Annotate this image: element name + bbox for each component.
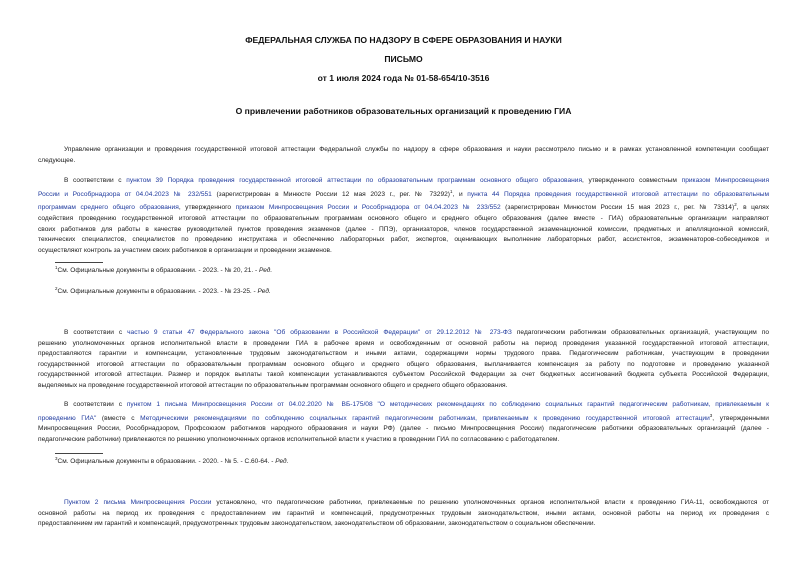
- link-order-minprosv[interactable]: приказом Минпросвещения: [681, 177, 769, 184]
- link-order-233-552[interactable]: приказом Минпросвещения России и Рособрнадзора от 04.04.2023 № 233/552: [235, 204, 501, 212]
- link-order-232-551[interactable]: России и Рособрнадзора от 04.04.2023 № 232/551: [38, 190, 212, 198]
- footnote-mark: 3: [55, 456, 58, 461]
- footnote-divider: [55, 262, 103, 263]
- doc-date-number: от 1 июля 2024 года № 01-58-654/10-3516: [317, 73, 490, 83]
- footnote-editor: Ред.: [257, 288, 271, 296]
- text: педагогическим работникам образовательных организаций, участвующим по: [511, 329, 769, 336]
- paragraph-1: [38, 145, 769, 166]
- paragraph-2-line-1: [38, 176, 769, 187]
- footnote-editor: Ред.: [258, 267, 273, 275]
- footnote-divider: [55, 453, 103, 454]
- link-letter-vb-175[interactable]: пунктом 1 письма Минпросвещения России от 04.02.2020 № ВБ-175/08 "О методических рекомендациях по соблюдению социальных гарантий педагогическим работникам, привлекаемым к: [126, 401, 769, 408]
- paragraph-2: [38, 176, 769, 257]
- doc-type: ПИСЬМО: [384, 54, 423, 64]
- paragraph-3-line-5: государственной итоговой аттестации. Размер и порядок выплаты такой компенсации устанавливаются субъектом Российской Федерации за счет бюджетных ассигнований бюджета субъекта Российской Федерации,: [38, 371, 769, 379]
- footnote-3: [55, 456, 288, 465]
- footnote-ref-1[interactable]: 1: [449, 188, 453, 194]
- text: , и: [452, 190, 468, 198]
- footnote-1: [55, 265, 272, 274]
- paragraph-5-line-2: основной работы на период их проведения с предоставлением им гарантий и компенсаций, предусмотренных трудовым законодательством, иными актами, основной работы на период их проведения с: [38, 509, 769, 517]
- footnote-mark: 1: [55, 265, 58, 270]
- paragraph-3-line-4: государственной итоговой аттестации по образовательным программам основного общего и среднего общего образования, выплачивается компенсация за работу по подготовке и проведению указанной: [38, 360, 769, 368]
- text: (зарегистрирован в Минюсте России 12 мая 2023 г., рег. № 73292): [211, 190, 450, 198]
- footnote-text: См. Официальные документы в образовании. - 2023. - № 20, 21. -: [57, 267, 259, 275]
- paragraph-4-line-4: педагогические работники) привлекаются по решению уполномоченных органов исполнительной власти к участию в проведении ГИА по согласованию с работодателем.: [38, 435, 560, 443]
- link-point-44[interactable]: пункта 44 Порядка проведения государственной итоговой аттестации по образовательным: [467, 190, 769, 198]
- paragraph-1-line-1: Управление организации и проведения государственной итоговой аттестации Федеральной службы по надзору в сфере образования и науки рассмотрело письмо и в рамках установленной компетенции сообщает: [64, 146, 769, 153]
- text: , в целях: [736, 204, 769, 212]
- paragraph-2-line-2: [38, 187, 769, 201]
- paragraph-5-line-3: предоставлением им гарантий и компенсаций, предусмотренных трудовым законодательством, законодательством об образовании, законодательством о социальном обеспечении.: [38, 520, 596, 528]
- footnote-mark: 2: [55, 286, 58, 291]
- text: В соответствии с: [64, 401, 127, 408]
- link-letter-vb-175-cont[interactable]: проведению ГИА": [38, 414, 97, 422]
- link-secondary-programs[interactable]: программам среднего общего образования: [38, 204, 179, 212]
- footnote-editor: Ред.: [275, 458, 289, 466]
- text: (зарегистрирован Минюстом России 15 мая 2023 г., рег. № 73314): [500, 204, 735, 212]
- paragraph-4: [38, 400, 769, 446]
- text: В соответствии с: [64, 177, 127, 184]
- paragraph-1-line-2: следующее.: [38, 156, 76, 164]
- paragraph-5: [38, 498, 769, 530]
- paragraph-3-line-6: выделяемых на проведение государственной итоговой аттестации по образовательным программам основного общего и среднего общего образования.: [38, 381, 508, 389]
- paragraph-4-line-1: [38, 400, 769, 411]
- paragraph-2-line-3: [38, 200, 769, 214]
- text: , утвержденными: [712, 414, 769, 422]
- paragraph-5-line-1: [38, 498, 769, 509]
- footnote-ref-3[interactable]: 3: [709, 412, 713, 418]
- footnote-text: См. Официальные документы в образовании. - 2020. - № 5. - С.60-64. -: [57, 458, 276, 466]
- doc-subject: О привлечении работников образовательных организаций к проведению ГИА: [235, 106, 572, 116]
- text: В соответствии с: [64, 329, 128, 336]
- paragraph-4-line-2: [38, 411, 769, 425]
- footnote-text: См. Официальные документы в образовании. - 2023. - № 23-25. -: [57, 288, 258, 296]
- link-point-2-letter[interactable]: Пунктом 2 письма Минпросвещения России: [64, 499, 212, 506]
- text: установлено, что педагогические работники, привлекаемые по решению уполномоченных органов исполнительной власти к проведению ГИА-11, освобождаются от: [211, 499, 769, 506]
- paragraph-3-line-2: решению уполномоченных органов исполнительной власти в проведении ГИА в рабочее время и освобожденным от основной работы на период проведения указанной государственной итоговой аттестации,: [38, 339, 769, 347]
- link-method-recommendations[interactable]: Методическими рекомендациями по соблюдению социальных гарантий педагогическим работникам, привлекаемым к проведению государственной итоговой аттестации: [140, 414, 710, 422]
- text: , утвержденного совместным: [582, 177, 682, 184]
- text: (вместе с: [96, 414, 141, 422]
- paragraph-3-line-1: [38, 328, 769, 339]
- agency-title: ФЕДЕРАЛЬНАЯ СЛУЖБА ПО НАДЗОРУ В СФЕРЕ ОБРАЗОВАНИЯ И НАУКИ: [245, 35, 562, 45]
- text: , утвержденного: [178, 204, 236, 212]
- paragraph-4-line-3: Минпросвещения России, Рособрнадзором, Профсоюзом работников народного образования и науки РФ) (далее - письмо Минпросвещения России) педагогические работники образовательных организаций (далее -: [38, 425, 769, 433]
- paragraph-2-line-7: осуществляют контроль за участием своих работников в организации и проведении экзаменов.: [38, 246, 332, 254]
- paragraph-3: [38, 328, 769, 392]
- link-order-39[interactable]: пунктом 39 Порядка проведения государственной итоговой аттестации по образовательным программам основного общего образования: [126, 177, 583, 184]
- footnote-ref-2[interactable]: 2: [734, 202, 737, 208]
- paragraph-2-line-4: содействия проведению государственной итоговой аттестации по образовательным программам основного общего и среднего общего образования (далее вместе - ГИА) образовательные организации направляют: [38, 215, 769, 223]
- paragraph-2-line-6: технических специалистов, специалистов по проведению инструктажа и обеспечению лабораторных работ, экспертов, оценивающих выполнение лабораторных работ, ассистентов, экзаменаторов-собеседников и: [38, 236, 769, 244]
- paragraph-2-line-5: своих работников для работы в качестве руководителей пунктов проведения экзаменов (далее - ППЭ), организаторов, членов государственной экзаменационной комиссии, предметных и апелляционной комиссий,: [38, 225, 769, 233]
- paragraph-3-line-3: предоставляются гарантии и компенсации, установленные трудовым законодательством и иными актами, содержащими нормы трудового права. Педагогическим работникам, участвующим в проведении: [38, 350, 769, 358]
- link-federal-law-273[interactable]: частью 9 статьи 47 Федерального закона "Об образовании в Российской Федерации" от 29.12.2012 № 273-ФЗ: [127, 329, 512, 336]
- footnote-2: [55, 286, 271, 295]
